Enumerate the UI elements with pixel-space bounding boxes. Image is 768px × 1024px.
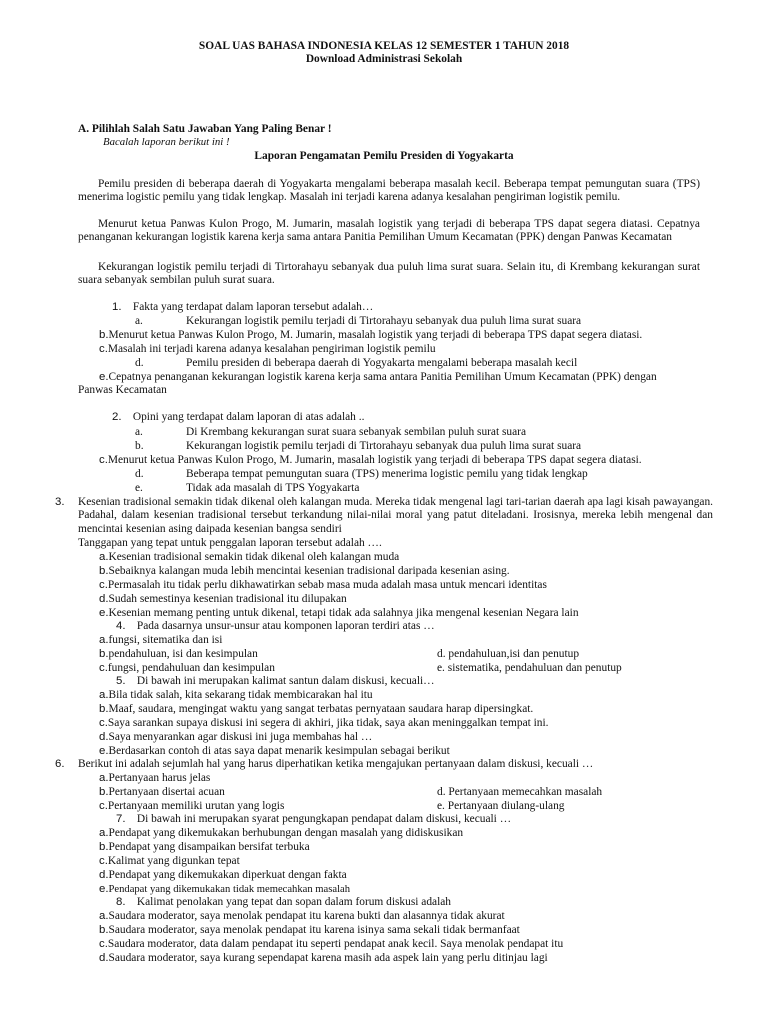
document-title: SOAL UAS BAHASA INDONESIA KELAS 12 SEMESTER 1 TAHUN 2018: [198, 40, 570, 52]
q2-option-d-text: Beberapa tempat pemungutan suara (TPS) menerima logistic pemilu yang tidak lengkap: [186, 468, 588, 480]
question-1: 1. Fakta yang terdapat dalam laporan tersebut adalah…: [112, 301, 374, 313]
q1-option-a-text: Kekurangan logistik pemilu terjadi di Tirtorahayu sebanyak dua puluh lima surat suara: [186, 315, 582, 327]
q8-option-d[interactable]: d.Saudara moderator, saya kurang sependapat karena masih ada aspek lain yang perlu ditinjau lagi: [99, 952, 548, 964]
q7-option-c[interactable]: c.Kalimat yang digunkan tepat: [99, 855, 240, 867]
q2-option-d[interactable]: d.: [135, 468, 144, 480]
report-title: Laporan Pengamatan Pemilu Presiden di Yogyakarta: [254, 150, 514, 162]
q3-option-b[interactable]: b.Sebaiknya kalangan muda lebih mencintai kesenian tradisional daripada kesenian asing.: [99, 565, 510, 577]
q6-option-e[interactable]: e. Pertanyaan diulang-ulang: [437, 800, 565, 812]
q1-option-d[interactable]: d.: [135, 357, 144, 369]
q8-option-b[interactable]: b.Saudara moderator, saya menolak pendapat itu karena isinya sama sekali tidak bermanfaat: [99, 924, 520, 936]
q1-option-c[interactable]: c.Masalah ini terjadi karena adanya kesalahan pengiriman logistik pemilu: [99, 343, 436, 355]
question-5: 5. Di bawah ini merupakan kalimat santun dalam diskusi, kecuali…: [116, 675, 435, 687]
q2-option-a-text: Di Krembang kekurangan surat suara sebanyak sembilan puluh surat suara: [186, 426, 527, 438]
question-3-text: Kesenian tradisional semakin tidak dikenal oleh kalangan muda. Mereka tidak mengenal lagi tari-tarian daerah apa lagi kisah pawayangan. Padahal, dalam kesenian tradisional tersebut terkandung nilai-nilai moral yang patut diteladani. Irosisnya, mereka lebih mengenal dan mencintai kesenian asing daipada kesenian bangsa sendiri: [78, 496, 713, 535]
q1-option-a[interactable]: a.: [135, 315, 143, 327]
question-7: 7. Di bawah ini merupakan syarat pengungkapan pendapat dalam diskusi, kecuali …: [116, 813, 512, 825]
q2-option-b-text: Kekurangan logistik pemilu terjadi di Tirtorahayu sebanyak dua puluh lima surat suara: [186, 440, 582, 452]
q1-option-e[interactable]: e.Cepatnya penanganan kekurangan logistik karena kerja sama antara Panitia Pemilihan Umum Kecamatan (PPK) dengan: [99, 371, 657, 383]
question-3-number: 3.: [55, 496, 65, 508]
q2-option-b[interactable]: b.: [135, 440, 144, 452]
q2-option-a[interactable]: a.: [135, 426, 143, 438]
q3-option-a[interactable]: a.Kesenian tradisional semakin tidak dikenal oleh kalangan muda: [99, 551, 400, 563]
q8-option-a[interactable]: a.Saudara moderator, saya menolak pendapat itu karena bukti dan alasannya tidak akurat: [99, 910, 505, 922]
report-paragraph-3: Kekurangan logistik pemilu terjadi di Tirtorahayu sebanyak dua puluh lima surat suara. Selain itu, di Krembang kekurangan surat suara sebanyak sembilan puluh surat suara.: [78, 261, 700, 287]
q2-option-e-text: Tidak ada masalah di TPS Yogyakarta: [186, 482, 360, 494]
q1-option-e-cont: Panwas Kecamatan: [78, 384, 167, 396]
q5-option-b[interactable]: b.Maaf, saudara, mengingat waktu yang sangat terbatas pernyataan saudara harap dipersingkat.: [99, 703, 534, 715]
question-4: 4. Pada dasarnya unsur-unsur atau komponen laporan terdiri atas …: [116, 620, 435, 632]
q6-option-d[interactable]: d. Pertanyaan memecahkan masalah: [437, 786, 603, 798]
q2-option-c[interactable]: c.Menurut ketua Panwas Kulon Progo, M. Jumarin, masalah logistik yang terjadi di beberapa TPS dapat segera diatasi.: [99, 454, 642, 466]
q8-option-c[interactable]: c.Saudara moderator, data dalam pendapat itu seperti pendapat anak kecil. Saya menolak pendapat itu: [99, 938, 564, 950]
question-3-prompt: Tanggapan yang tepat untuk penggalan laporan tersebut adalah ….: [78, 537, 382, 549]
q4-option-a[interactable]: a.fungsi, sitematika dan isi: [99, 634, 223, 646]
q3-option-c[interactable]: c.Permasalah itu tidak perlu dikhawatirkan sebab masa muda adalah masa untuk mencari identitas: [99, 579, 547, 591]
q1-option-b[interactable]: b.Menurut ketua Panwas Kulon Progo, M. Jumarin, masalah logistik yang terjadi di beberapa TPS dapat segera diatasi.: [99, 329, 643, 341]
q4-option-d[interactable]: d. pendahuluan,isi dan penutup: [437, 648, 580, 660]
q4-option-c[interactable]: c.fungsi, pendahuluan dan kesimpulan: [99, 662, 275, 674]
q5-option-a[interactable]: a.Bila tidak salah, kita sekarang tidak membicarakan hal itu: [99, 689, 373, 701]
q5-option-e[interactable]: e.Berdasarkan contoh di atas saya dapat menarik kesimpulan sebagai berikut: [99, 745, 450, 757]
q7-option-d[interactable]: d.Pendapat yang dikemukakan diperkuat dengan fakta: [99, 869, 347, 881]
question-6-text: Berikut ini adalah sejumlah hal yang harus diperhatikan ketika mengajukan pertanyaan dalam diskusi, kecuali …: [78, 758, 594, 770]
q7-option-a[interactable]: a.Pendapat yang dikemukakan berhubungan dengan masalah yang didiskusikan: [99, 827, 464, 839]
report-paragraph-2: Menurut ketua Panwas Kulon Progo, M. Jumarin, masalah logistik yang terjadi di beberapa TPS dapat segera diatasi. Cepatnya penanganan kekurangan logistik karena kerja sama antara Panitia Pemilihan Umum Kecamatan (PPK) dengan Panwas Kecamatan: [78, 218, 700, 244]
q7-option-b[interactable]: b.Pendapat yang disampaikan bersifat terbuka: [99, 841, 310, 853]
q4-option-b[interactable]: b.pendahuluan, isi dan kesimpulan: [99, 648, 258, 660]
document-subtitle: Download Administrasi Sekolah: [305, 53, 463, 65]
q6-option-a[interactable]: a.Pertanyaan harus jelas: [99, 772, 211, 784]
q5-option-c[interactable]: c.Saya sarankan supaya diskusi ini segera di akhiri, jika tidak, saya akan meninggalkan tempat ini.: [99, 717, 549, 729]
question-6-number: 6.: [55, 758, 65, 770]
q5-option-d[interactable]: d.Saya menyarankan agar diskusi ini juga membahas hal …: [99, 731, 373, 743]
q7-option-e[interactable]: e.Pendapat yang dikemukakan tidak memecahkan masalah: [99, 883, 351, 895]
q3-option-d[interactable]: d.Sudah semestinya kesenian tradisional itu dilupakan: [99, 593, 347, 605]
q4-option-e[interactable]: e. sistematika, pendahuluan dan penutup: [437, 662, 622, 674]
report-paragraph-1: Pemilu presiden di beberapa daerah di Yogyakarta mengalami beberapa masalah kecil. Beberapa tempat pemungutan suara (TPS) menerima logistic pemilu yang tidak lengkap. Masalah ini terjadi karena adanya kesalahan pengiriman logistik pemilu.: [78, 178, 700, 204]
q3-option-e[interactable]: e.Kesenian memang penting untuk dikenal, tetapi tidak ada salahnya jika mengenal kesenian Negara lain: [99, 607, 579, 619]
question-8: 8. Kalimat penolakan yang tepat dan sopan dalam forum diskusi adalah: [116, 896, 451, 908]
section-heading: A. Pilihlah Salah Satu Jawaban Yang Paling Benar !: [78, 123, 332, 135]
q1-option-d-text: Pemilu presiden di beberapa daerah di Yogyakarta mengalami beberapa masalah kecil: [186, 357, 578, 369]
q6-option-c[interactable]: c.Pertanyaan memiliki urutan yang logis: [99, 800, 285, 812]
question-2: 2. Opini yang terdapat dalam laporan di atas adalah ..: [112, 411, 365, 423]
q6-option-b[interactable]: b.Pertanyaan disertai acuan: [99, 786, 225, 798]
instruction: Bacalah laporan berikut ini !: [103, 136, 230, 148]
q2-option-e[interactable]: e.: [135, 482, 143, 494]
